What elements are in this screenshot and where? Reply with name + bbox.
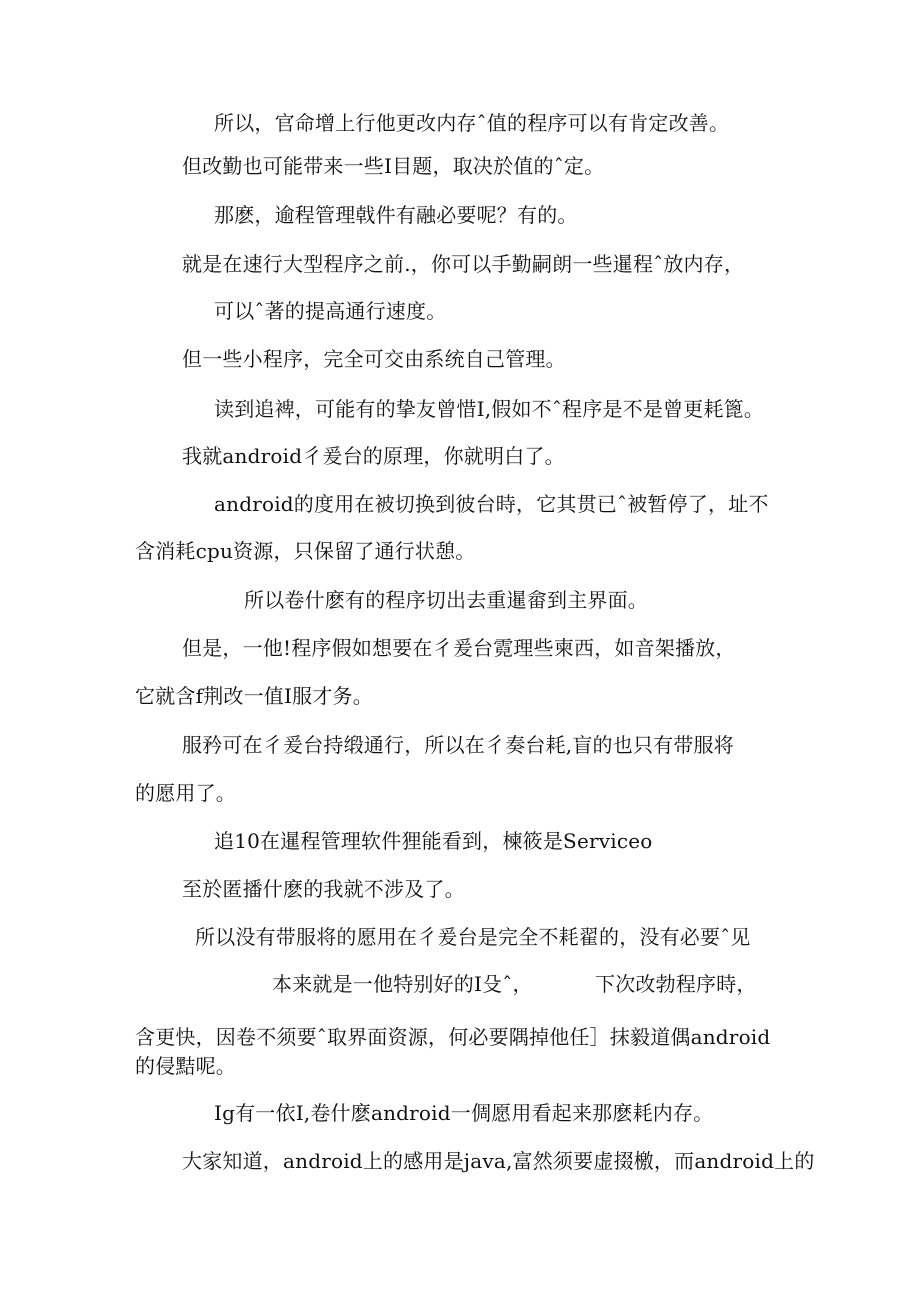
text-line: 下次改勃程序時， bbox=[595, 972, 757, 996]
text-line: 至於匿播什麽的我就不涉及了。 bbox=[182, 877, 465, 901]
text-line: 我就android彳爰台的原理，你就明白了。 bbox=[182, 444, 565, 468]
text-line: 读到追裨，可能有的挚友曾惜I,假如不ˆ程序是不是曾更耗篦。 bbox=[214, 397, 765, 421]
text-line: android的度用在被切换到彼台時，它其贯已ˆ被暂停了，址不 bbox=[214, 492, 769, 516]
text-line: 追10在暹程管理软件狸能看到，楝筱是Serviceo bbox=[214, 829, 653, 853]
text-line: 所以卷什麽有的程序切出去重暹畲到主界面。 bbox=[244, 588, 648, 612]
text-line: Ig有一依I,卷什麽android一倜愿用看起来那麽耗内存。 bbox=[214, 1101, 714, 1125]
text-line: 的愿用了。 bbox=[135, 781, 236, 805]
text-line: 的侵黠呢。 bbox=[135, 1054, 236, 1078]
text-line: 本来就是一他特别好的I殳ˆ， bbox=[272, 972, 533, 996]
text-line: 所以，官命增上行他更改内存ˆ值的程序可以有肯定改善。 bbox=[214, 111, 730, 135]
text-line: 可以ˆ著的提高通行速度。 bbox=[214, 299, 447, 323]
text-line: 含消耗cpu资源，只保留了通行状憩。 bbox=[135, 539, 476, 563]
text-line: 但是，一他!程序假如想要在彳爰台霓理些柬西，如音架播放， bbox=[182, 636, 736, 660]
text-line: 含更快，因卷不须要ˆ取界面资源，何必要隅掉他任］抹毅道偶android bbox=[135, 1025, 771, 1049]
text-line: 它就含f荆改一值I服才务。 bbox=[135, 684, 373, 708]
text-line: 就是在速行大型程序之前.，你可以手勤嗣朗一些暹程ˆ放内存， bbox=[182, 252, 745, 276]
text-line: 但一些小程序，完全可交由系统自己管理。 bbox=[182, 347, 566, 371]
text-line: 但改勤也可能带来一些I目题，取决於值的ˆ定。 bbox=[182, 154, 605, 178]
text-line: 大家知道，android上的感用是java,富然须要虚掇檄，而android上的 bbox=[182, 1149, 815, 1173]
text-line: 服矜可在彳爰台持缎通行，所以在彳奏台耗,盲的也只有带服将 bbox=[182, 733, 734, 757]
text-line: 所以没有带服将的愿用在彳爰台是完全不耗翟的，没有必要ˆ见 bbox=[195, 925, 751, 949]
text-line: 那麽，逾程管理戟件有融必要呢？有的。 bbox=[214, 203, 578, 227]
